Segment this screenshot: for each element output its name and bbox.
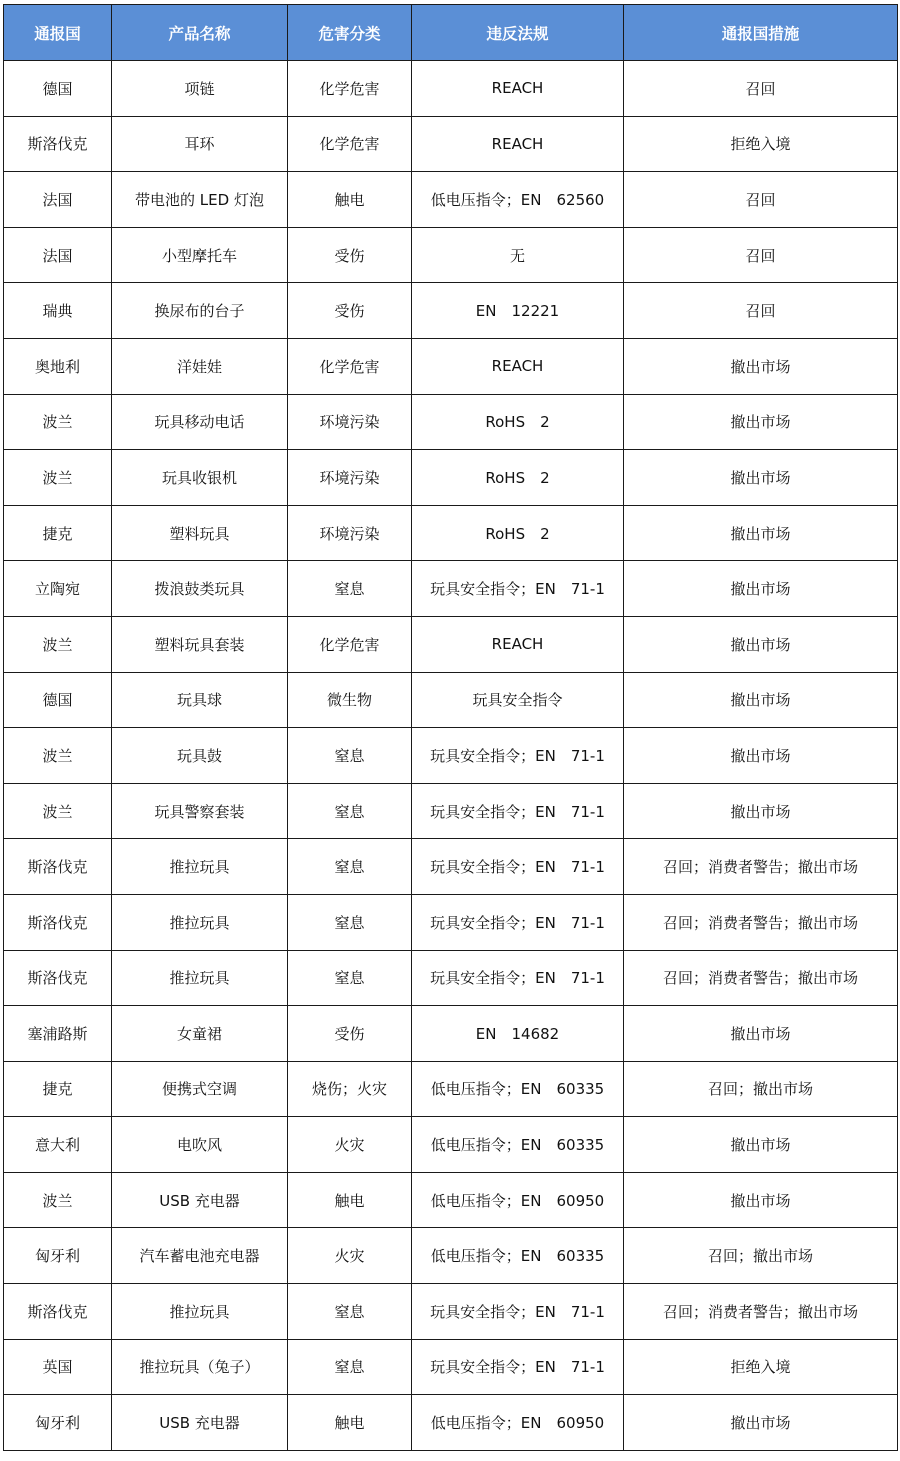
cell-hazard-category: 环境污染 — [288, 505, 412, 561]
header-product-name: 产品名称 — [112, 5, 288, 61]
cell-product-name: 换尿布的台子 — [112, 283, 288, 339]
table-row — [4, 728, 898, 784]
cell-product-name: 拨浪鼓类玩具 — [112, 561, 288, 617]
cell-violated-regulation: 玩具安全指令；EN 71-1 — [412, 839, 624, 895]
table-row — [4, 394, 898, 450]
cell-violated-regulation: 玩具安全指令；EN 71-1 — [412, 783, 624, 839]
cell-hazard-category: 触电 — [288, 1172, 412, 1228]
cell-hazard-category: 窒息 — [288, 839, 412, 895]
cell-violated-regulation: 玩具安全指令 — [412, 672, 624, 728]
cell-notifying-country: 波兰 — [4, 728, 112, 784]
cell-product-name: 汽车蓄电池充电器 — [112, 1228, 288, 1284]
cell-product-name: 耳环 — [112, 116, 288, 172]
header-measures: 通报国措施 — [624, 5, 898, 61]
table-row — [4, 61, 898, 117]
cell-measures: 拒绝入境 — [624, 1339, 898, 1395]
cell-violated-regulation: REACH — [412, 338, 624, 394]
cell-violated-regulation: 低电压指令；EN 60950 — [412, 1172, 624, 1228]
cell-measures: 撤出市场 — [624, 783, 898, 839]
table-header — [4, 5, 898, 61]
table-row — [4, 450, 898, 506]
cell-violated-regulation: REACH — [412, 61, 624, 117]
cell-notifying-country: 波兰 — [4, 616, 112, 672]
table-row — [4, 1117, 898, 1173]
cell-hazard-category: 火灾 — [288, 1228, 412, 1284]
cell-hazard-category: 化学危害 — [288, 616, 412, 672]
cell-hazard-category: 受伤 — [288, 1006, 412, 1062]
cell-product-name: 玩具收银机 — [112, 450, 288, 506]
table-row — [4, 839, 898, 895]
cell-notifying-country: 斯洛伐克 — [4, 894, 112, 950]
table-row — [4, 227, 898, 283]
table-row — [4, 1339, 898, 1395]
table-row — [4, 1395, 898, 1451]
cell-notifying-country: 波兰 — [4, 394, 112, 450]
cell-product-name: 玩具鼓 — [112, 728, 288, 784]
cell-notifying-country: 德国 — [4, 61, 112, 117]
cell-notifying-country: 匈牙利 — [4, 1228, 112, 1284]
cell-notifying-country: 意大利 — [4, 1117, 112, 1173]
cell-hazard-category: 环境污染 — [288, 394, 412, 450]
table-body — [4, 61, 898, 1451]
cell-notifying-country: 波兰 — [4, 450, 112, 506]
cell-measures: 撤出市场 — [624, 1117, 898, 1173]
cell-violated-regulation: 低电压指令；EN 60335 — [412, 1228, 624, 1284]
cell-violated-regulation: 玩具安全指令；EN 71-1 — [412, 1284, 624, 1340]
cell-violated-regulation: 玩具安全指令；EN 71-1 — [412, 1339, 624, 1395]
cell-violated-regulation: REACH — [412, 116, 624, 172]
cell-measures: 撤出市场 — [624, 1006, 898, 1062]
cell-product-name: 推拉玩具 — [112, 839, 288, 895]
cell-measures: 召回；消费者警告；撤出市场 — [624, 894, 898, 950]
cell-violated-regulation: RoHS 2 — [412, 505, 624, 561]
cell-violated-regulation: EN 12221 — [412, 283, 624, 339]
cell-notifying-country: 斯洛伐克 — [4, 839, 112, 895]
cell-notifying-country: 塞浦路斯 — [4, 1006, 112, 1062]
cell-hazard-category: 窒息 — [288, 894, 412, 950]
cell-hazard-category: 受伤 — [288, 283, 412, 339]
cell-measures: 撤出市场 — [624, 561, 898, 617]
cell-violated-regulation: 低电压指令；EN 62560 — [412, 172, 624, 228]
table-row — [4, 950, 898, 1006]
cell-violated-regulation: 无 — [412, 227, 624, 283]
cell-notifying-country: 瑞典 — [4, 283, 112, 339]
cell-hazard-category: 窒息 — [288, 783, 412, 839]
cell-hazard-category: 受伤 — [288, 227, 412, 283]
cell-product-name: USB 充电器 — [112, 1395, 288, 1451]
cell-hazard-category: 窒息 — [288, 950, 412, 1006]
cell-violated-regulation: RoHS 2 — [412, 450, 624, 506]
cell-measures: 召回 — [624, 172, 898, 228]
cell-product-name: 便携式空调 — [112, 1061, 288, 1117]
cell-measures: 召回；消费者警告；撤出市场 — [624, 839, 898, 895]
table-row — [4, 338, 898, 394]
header-hazard-category: 危害分类 — [288, 5, 412, 61]
table-row — [4, 505, 898, 561]
cell-violated-regulation: 玩具安全指令；EN 71-1 — [412, 894, 624, 950]
cell-measures: 撤出市场 — [624, 505, 898, 561]
cell-violated-regulation: 玩具安全指令；EN 71-1 — [412, 728, 624, 784]
cell-measures: 召回；撤出市场 — [624, 1061, 898, 1117]
cell-violated-regulation: REACH — [412, 616, 624, 672]
cell-product-name: 塑料玩具套装 — [112, 616, 288, 672]
cell-notifying-country: 波兰 — [4, 783, 112, 839]
cell-measures: 撤出市场 — [624, 1395, 898, 1451]
table-row — [4, 116, 898, 172]
table-row — [4, 672, 898, 728]
cell-measures: 撤出市场 — [624, 394, 898, 450]
cell-violated-regulation: 玩具安全指令；EN 71-1 — [412, 950, 624, 1006]
header-notifying-country: 通报国 — [4, 5, 112, 61]
cell-hazard-category: 触电 — [288, 1395, 412, 1451]
cell-notifying-country: 立陶宛 — [4, 561, 112, 617]
table-row — [4, 172, 898, 228]
cell-product-name: USB 充电器 — [112, 1172, 288, 1228]
cell-measures: 撤出市场 — [624, 616, 898, 672]
cell-measures: 召回 — [624, 61, 898, 117]
cell-measures: 撤出市场 — [624, 672, 898, 728]
cell-measures: 召回；消费者警告；撤出市场 — [624, 1284, 898, 1340]
table-row — [4, 1006, 898, 1062]
cell-hazard-category: 窒息 — [288, 1284, 412, 1340]
table-row — [4, 616, 898, 672]
cell-product-name: 塑料玩具 — [112, 505, 288, 561]
cell-product-name: 项链 — [112, 61, 288, 117]
cell-notifying-country: 捷克 — [4, 1061, 112, 1117]
cell-product-name: 洋娃娃 — [112, 338, 288, 394]
table-row — [4, 1228, 898, 1284]
cell-notifying-country: 斯洛伐克 — [4, 1284, 112, 1340]
table-row — [4, 561, 898, 617]
cell-hazard-category: 化学危害 — [288, 338, 412, 394]
cell-notifying-country: 法国 — [4, 172, 112, 228]
cell-product-name: 玩具警察套装 — [112, 783, 288, 839]
cell-product-name: 玩具移动电话 — [112, 394, 288, 450]
cell-violated-regulation: 低电压指令；EN 60950 — [412, 1395, 624, 1451]
cell-product-name: 玩具球 — [112, 672, 288, 728]
cell-notifying-country: 捷克 — [4, 505, 112, 561]
table-row — [4, 1061, 898, 1117]
header-row — [4, 5, 898, 61]
cell-hazard-category: 化学危害 — [288, 61, 412, 117]
cell-notifying-country: 德国 — [4, 672, 112, 728]
header-violated-regulation: 违反法规 — [412, 5, 624, 61]
cell-hazard-category: 环境污染 — [288, 450, 412, 506]
cell-product-name: 小型摩托车 — [112, 227, 288, 283]
table-row — [4, 283, 898, 339]
cell-measures: 撤出市场 — [624, 728, 898, 784]
cell-violated-regulation: 低电压指令；EN 60335 — [412, 1117, 624, 1173]
cell-product-name: 带电池的 LED 灯泡 — [112, 172, 288, 228]
cell-hazard-category: 窒息 — [288, 728, 412, 784]
cell-hazard-category: 火灾 — [288, 1117, 412, 1173]
cell-notifying-country: 奥地利 — [4, 338, 112, 394]
cell-hazard-category: 微生物 — [288, 672, 412, 728]
cell-violated-regulation: EN 14682 — [412, 1006, 624, 1062]
cell-product-name: 推拉玩具 — [112, 950, 288, 1006]
cell-product-name: 推拉玩具 — [112, 1284, 288, 1340]
cell-notifying-country: 匈牙利 — [4, 1395, 112, 1451]
cell-measures: 召回；消费者警告；撤出市场 — [624, 950, 898, 1006]
cell-notifying-country: 波兰 — [4, 1172, 112, 1228]
cell-measures: 撤出市场 — [624, 450, 898, 506]
cell-product-name: 女童裙 — [112, 1006, 288, 1062]
cell-measures: 召回 — [624, 283, 898, 339]
cell-notifying-country: 英国 — [4, 1339, 112, 1395]
cell-measures: 召回；撤出市场 — [624, 1228, 898, 1284]
cell-hazard-category: 窒息 — [288, 1339, 412, 1395]
cell-violated-regulation: 玩具安全指令；EN 71-1 — [412, 561, 624, 617]
cell-measures: 召回 — [624, 227, 898, 283]
cell-hazard-category: 烧伤；火灾 — [288, 1061, 412, 1117]
notification-table — [3, 4, 898, 1451]
cell-product-name: 推拉玩具 — [112, 894, 288, 950]
table-row — [4, 1284, 898, 1340]
cell-violated-regulation: RoHS 2 — [412, 394, 624, 450]
cell-product-name: 电吹风 — [112, 1117, 288, 1173]
cell-hazard-category: 触电 — [288, 172, 412, 228]
cell-violated-regulation: 低电压指令；EN 60335 — [412, 1061, 624, 1117]
cell-notifying-country: 斯洛伐克 — [4, 950, 112, 1006]
cell-hazard-category: 窒息 — [288, 561, 412, 617]
cell-measures: 撤出市场 — [624, 338, 898, 394]
cell-notifying-country: 斯洛伐克 — [4, 116, 112, 172]
cell-hazard-category: 化学危害 — [288, 116, 412, 172]
cell-notifying-country: 法国 — [4, 227, 112, 283]
cell-measures: 撤出市场 — [624, 1172, 898, 1228]
notification-table-container — [3, 4, 897, 1451]
table-row — [4, 783, 898, 839]
cell-product-name: 推拉玩具（兔子） — [112, 1339, 288, 1395]
cell-measures: 拒绝入境 — [624, 116, 898, 172]
table-row — [4, 1172, 898, 1228]
table-row — [4, 894, 898, 950]
